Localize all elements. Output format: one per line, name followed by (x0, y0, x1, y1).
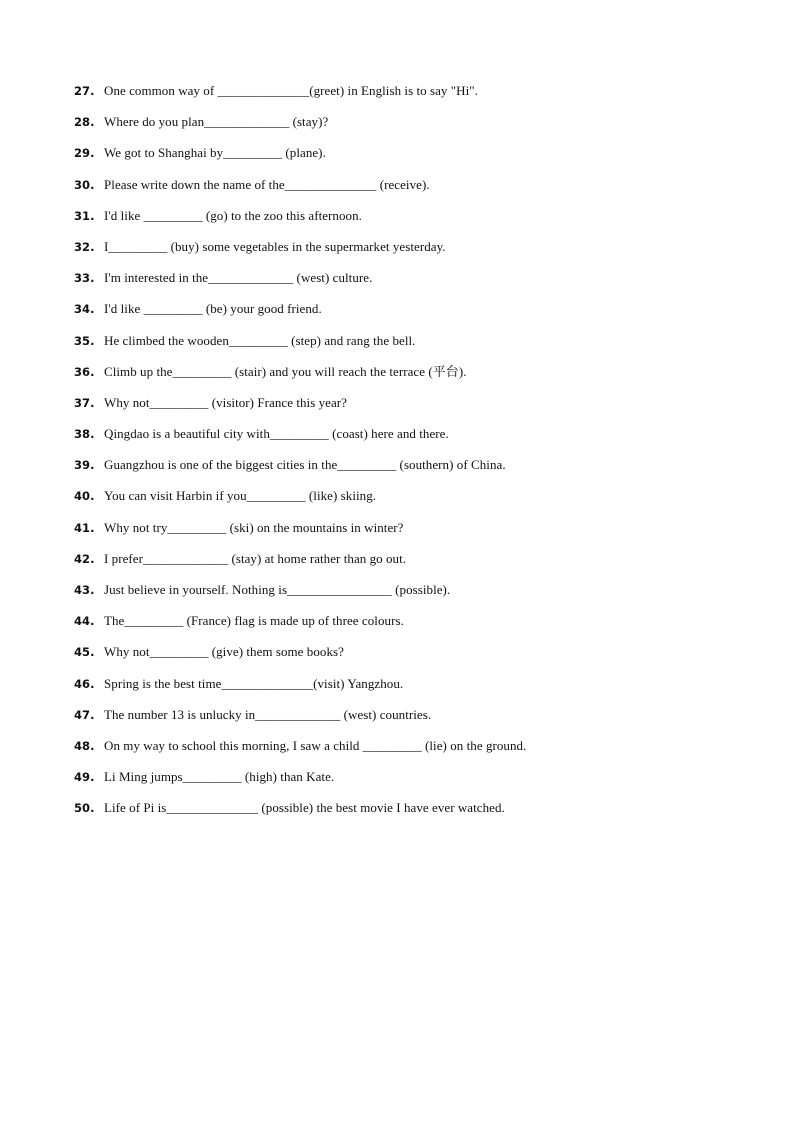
question-text: I prefer_____________ (stay) at home rather than go out. (104, 550, 407, 566)
question-text: One common way of ______________(greet) in English is to say "Hi". (104, 83, 478, 98)
question-number: 42. (74, 551, 95, 566)
question-44 (74, 610, 754, 641)
question-text: Just believe in yourself. Nothing is________________ (possible). (104, 582, 451, 597)
question-number: 36. (74, 364, 95, 379)
question-number: 30. (74, 177, 95, 192)
question-number: 49. (74, 770, 95, 785)
question-50 (74, 797, 754, 828)
question-text: Where do you plan_____________ (stay)? (104, 114, 329, 130)
question-29 (74, 142, 754, 173)
question-number: 29. (74, 146, 95, 161)
question-number: 46. (74, 676, 95, 691)
question-42 (74, 548, 754, 579)
question-number: 44. (74, 614, 95, 629)
question-46 (74, 673, 754, 704)
question-31 (74, 205, 754, 236)
question-text: Why not_________ (give) them some books? (104, 644, 344, 660)
question-text: I'm interested in the_____________ (west) culture. (104, 270, 373, 286)
question-number: 27. (74, 84, 95, 98)
question-text: Why not_________ (visitor) France this year? (104, 394, 348, 410)
question-30 (74, 174, 754, 205)
question-text: I_________ (buy) some vegetables in the supermarket yesterday. (104, 238, 446, 254)
question-49 (74, 766, 754, 797)
question-text: Climb up the_________ (stair) and you will reach the terrace (平台). (104, 363, 467, 379)
question-number: 50. (74, 801, 95, 816)
question-number: 41. (74, 520, 95, 535)
question-number: 37. (74, 395, 95, 410)
question-47 (74, 704, 754, 735)
question-list (74, 80, 754, 829)
question-text: Guangzhou is one of the biggest cities in the_________ (southern) of China. (104, 457, 506, 473)
question-text: He climbed the wooden_________ (step) and rang the bell. (104, 332, 416, 348)
question-text: We got to Shanghai by_________ (plane). (104, 145, 326, 161)
question-text: On my way to school this morning, I saw a child _________ (lie) on the ground. (104, 737, 527, 753)
question-41 (74, 517, 754, 548)
question-number: 34. (74, 302, 95, 317)
question-40 (74, 485, 754, 516)
question-text: Life of Pi is______________ (possible) the best movie I have ever watched. (104, 800, 505, 816)
question-number: 47. (74, 707, 95, 722)
question-number: 31. (74, 208, 95, 223)
question-43 (74, 579, 754, 610)
question-text: Why not try_________ (ski) on the mountains in winter? (104, 519, 404, 535)
question-text: You can visit Harbin if you_________ (like) skiing. (104, 488, 377, 504)
question-text: The_________ (France) flag is made up of three colours. (104, 613, 404, 629)
question-38 (74, 423, 754, 454)
question-number: 35. (74, 333, 95, 348)
question-number: 39. (74, 458, 95, 473)
question-number: 33. (74, 271, 95, 286)
question-45 (74, 641, 754, 672)
question-48 (74, 735, 754, 766)
question-34 (74, 298, 754, 329)
question-text: Li Ming jumps_________ (high) than Kate. (104, 769, 335, 785)
question-number: 32. (74, 239, 95, 254)
question-number: 48. (74, 738, 95, 753)
question-28 (74, 111, 754, 142)
question-number: 45. (74, 645, 95, 660)
question-number: 40. (74, 489, 95, 504)
question-39 (74, 454, 754, 485)
question-text: The number 13 is unlucky in_____________ (west) countries. (104, 706, 432, 722)
question-33 (74, 267, 754, 298)
question-text: I'd like _________ (be) your good friend. (104, 301, 322, 317)
question-35 (74, 330, 754, 361)
question-text: Qingdao is a beautiful city with_________ (coast) here and there. (104, 426, 449, 442)
question-36 (74, 361, 754, 392)
question-text: Please write down the name of the______________ (receive). (104, 176, 430, 192)
question-number: 28. (74, 115, 95, 130)
question-number: 38. (74, 427, 95, 442)
question-27 (74, 80, 754, 111)
question-37 (74, 392, 754, 423)
question-32 (74, 236, 754, 267)
question-text: I'd like _________ (go) to the zoo this afternoon. (104, 207, 362, 223)
question-number: 43. (74, 583, 95, 597)
question-text: Spring is the best time______________(visit) Yangzhou. (104, 675, 404, 691)
